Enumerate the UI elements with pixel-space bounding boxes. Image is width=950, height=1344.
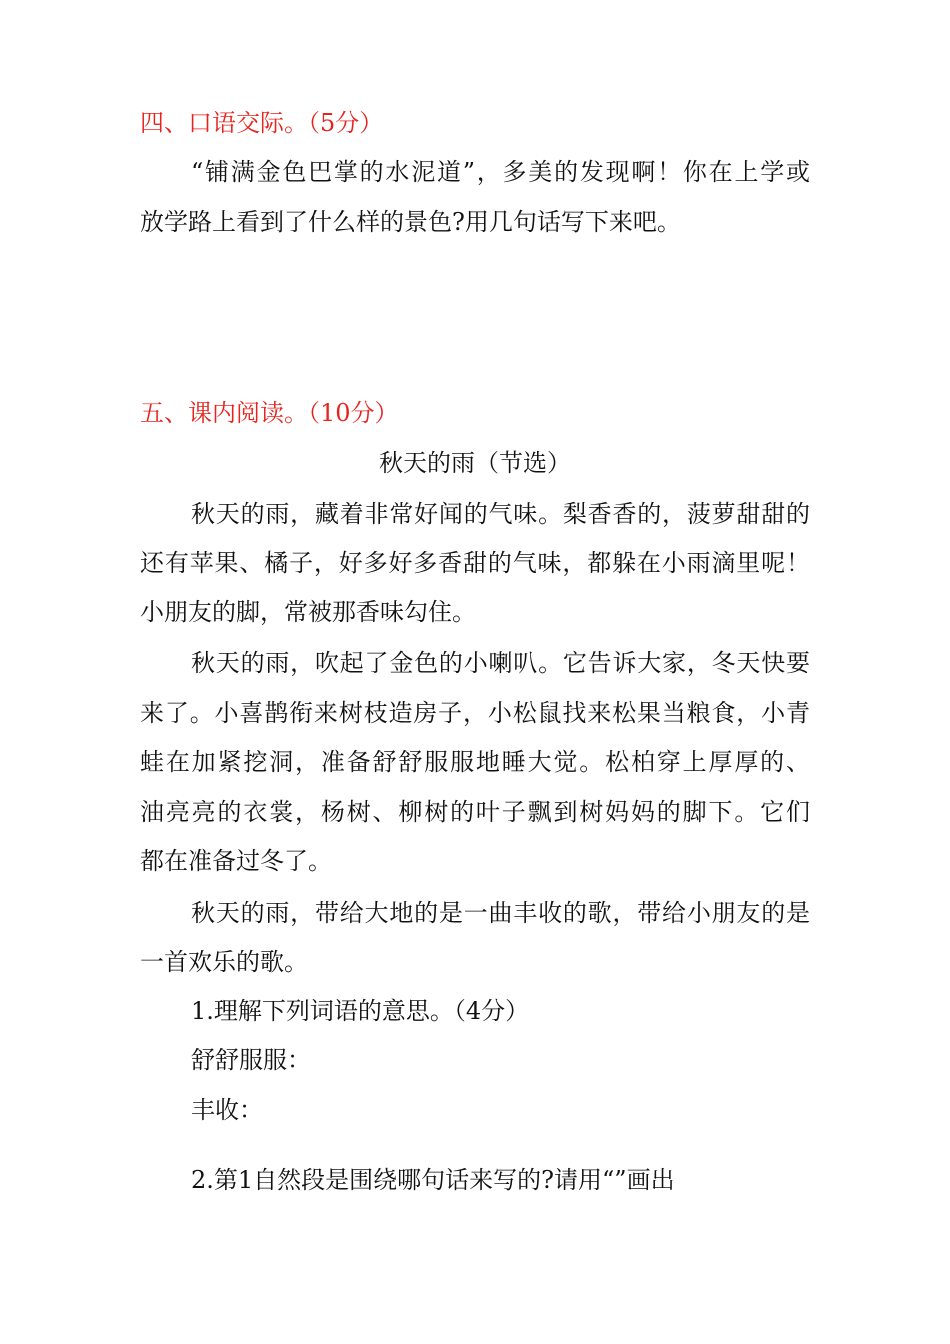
passage-title: 秋天的雨（节选）	[379, 449, 571, 477]
question-1: 1.理解下列词语的意思。（4分）	[191, 997, 530, 1025]
paragraph-1-line-1: 秋天的雨，藏着非常好闻的气味。梨香香的，菠萝甜甜的	[191, 500, 810, 528]
section-4-heading: 四、口语交际。（5分）	[140, 109, 384, 137]
paragraph-3-line-2: 一首欢乐的歌。	[140, 948, 308, 976]
paragraph-1-line-2: 还有苹果、橘子，好多好多香甜的气味，都躲在小雨滴里呢！	[140, 549, 810, 577]
paragraph-2-line-4: 油亮亮的衣裳，杨树、柳树的叶子飘到树妈妈的脚下。它们	[140, 798, 810, 826]
section-5-heading: 五、课内阅读。（10分）	[140, 399, 399, 427]
paragraph-2-line-3: 蛙在加紧挖洞，准备舒舒服服地睡大觉。松柏穿上厚厚的、	[140, 748, 810, 776]
section-4-text-line-2: 放学路上看到了什么样的景色?用几句话写下来吧。	[140, 208, 681, 236]
paragraph-2-line-1: 秋天的雨，吹起了金色的小喇叭。它告诉大家，冬天快要	[191, 649, 810, 677]
paragraph-2-line-2: 来了。小喜鹊衔来树枝造房子，小松鼠找来松果当粮食，小青	[140, 699, 810, 727]
paragraph-1-line-3: 小朋友的脚，常被那香味勾住。	[140, 598, 476, 626]
section-4-text-line-1: “铺满金色巴掌的水泥道”，多美的发现啊！你在上学或	[191, 158, 810, 186]
paragraph-3-line-1: 秋天的雨，带给大地的是一曲丰收的歌，带给小朋友的是	[191, 899, 810, 927]
paragraph-2-line-5: 都在准备过冬了。	[140, 847, 332, 875]
question-2: 2.第1自然段是围绕哪句话来写的?请用“”画出	[191, 1166, 675, 1194]
question-1-word-1-label: 舒舒服服：	[191, 1046, 311, 1074]
question-1-word-2-label: 丰收：	[191, 1096, 263, 1124]
